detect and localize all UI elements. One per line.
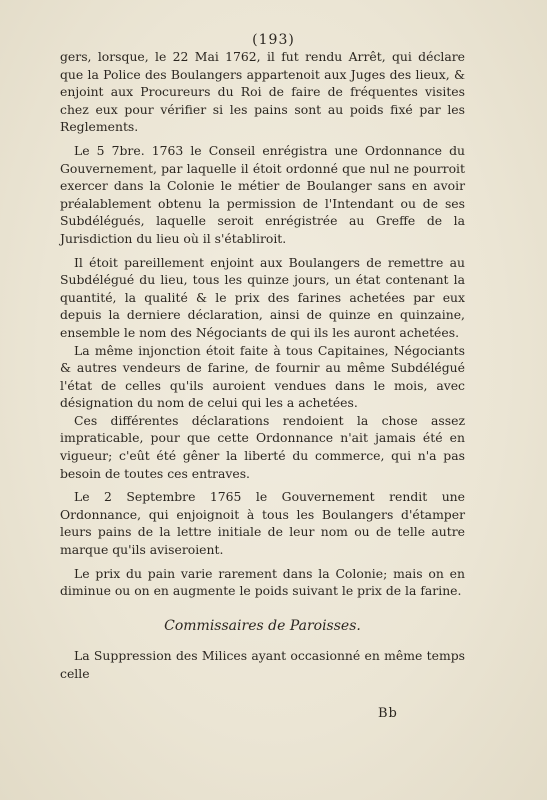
paragraph-start: La Suppression des Milices ayant occasionné en même temps celle	[60, 648, 465, 681]
paragraph: La même injonction étoit faite à tous Capitaines, Négociants & autres vendeurs de farine, de fournir au même Subdélégué l'état de celles qu'ils auroient vendues dans le mois, avec désignation du nom de celui qui les a achetées.	[60, 342, 465, 411]
paragraph: Il étoit pareillement enjoint aux Boulangers de remettre au Subdélégué du lieu, tous les quinze jours, un état contenant la quantité, la qualité & le prix des farines achetées par eux depuis la derniere déclaration, ainsi de quinze en quinzaine, ensemble le nom des Négociants de qui ils les auront achetées.	[60, 254, 465, 340]
body-text	[60, 48, 465, 683]
page-number: (193)	[252, 32, 295, 48]
paragraph: Le 5 7bre. 1763 le Conseil enrégistra une Ordonnance du Gouvernement, par laquelle il étoit ordonné que nul ne pourroit exercer dans la Colonie le métier de Boulanger sans en avoir préalablement obtenu la permission de l'Intendant ou de ses Subdélégués, laquelle seroit enrégistrée au Greffe de la Jurisdiction du lieu où il s'établiroit.	[60, 142, 465, 246]
paragraph: Le 2 Septembre 1765 le Gouvernement rendit une Ordonnance, qui enjoignoit à tous les Boulangers d'étamper leurs pains de la lettre initiale de leur nom ou de telle autre marque qu'ils aviseroient.	[60, 489, 465, 558]
catchword: Bb	[378, 706, 398, 721]
paragraph: Le prix du pain varie rarement dans la Colonie; mais on en diminue ou on en augmente le poids suivant le prix de la farine.	[60, 565, 465, 599]
paragraph: Ces différentes déclarations rendoient la chose assez impraticable, pour que cette Ordonnance n'ait jamais été en vigueur; c'eût été gêner la liberté du commerce, qui n'a pas besoin de toutes ces entraves.	[60, 412, 465, 481]
section-heading: Commissaires de Paroisses.	[164, 617, 361, 634]
paragraph-continuation: gers, lorsque, le 22 Mai 1762, il fut rendu Arrêt, qui déclare que la Police des Boulangers appartenoit aux Juges des lieux, & enjoint aux Procureurs du Roi de faire de fréquentes visites chez eux pour vérifier si les pains sont au poids fixé par les Reglements.	[60, 49, 465, 135]
